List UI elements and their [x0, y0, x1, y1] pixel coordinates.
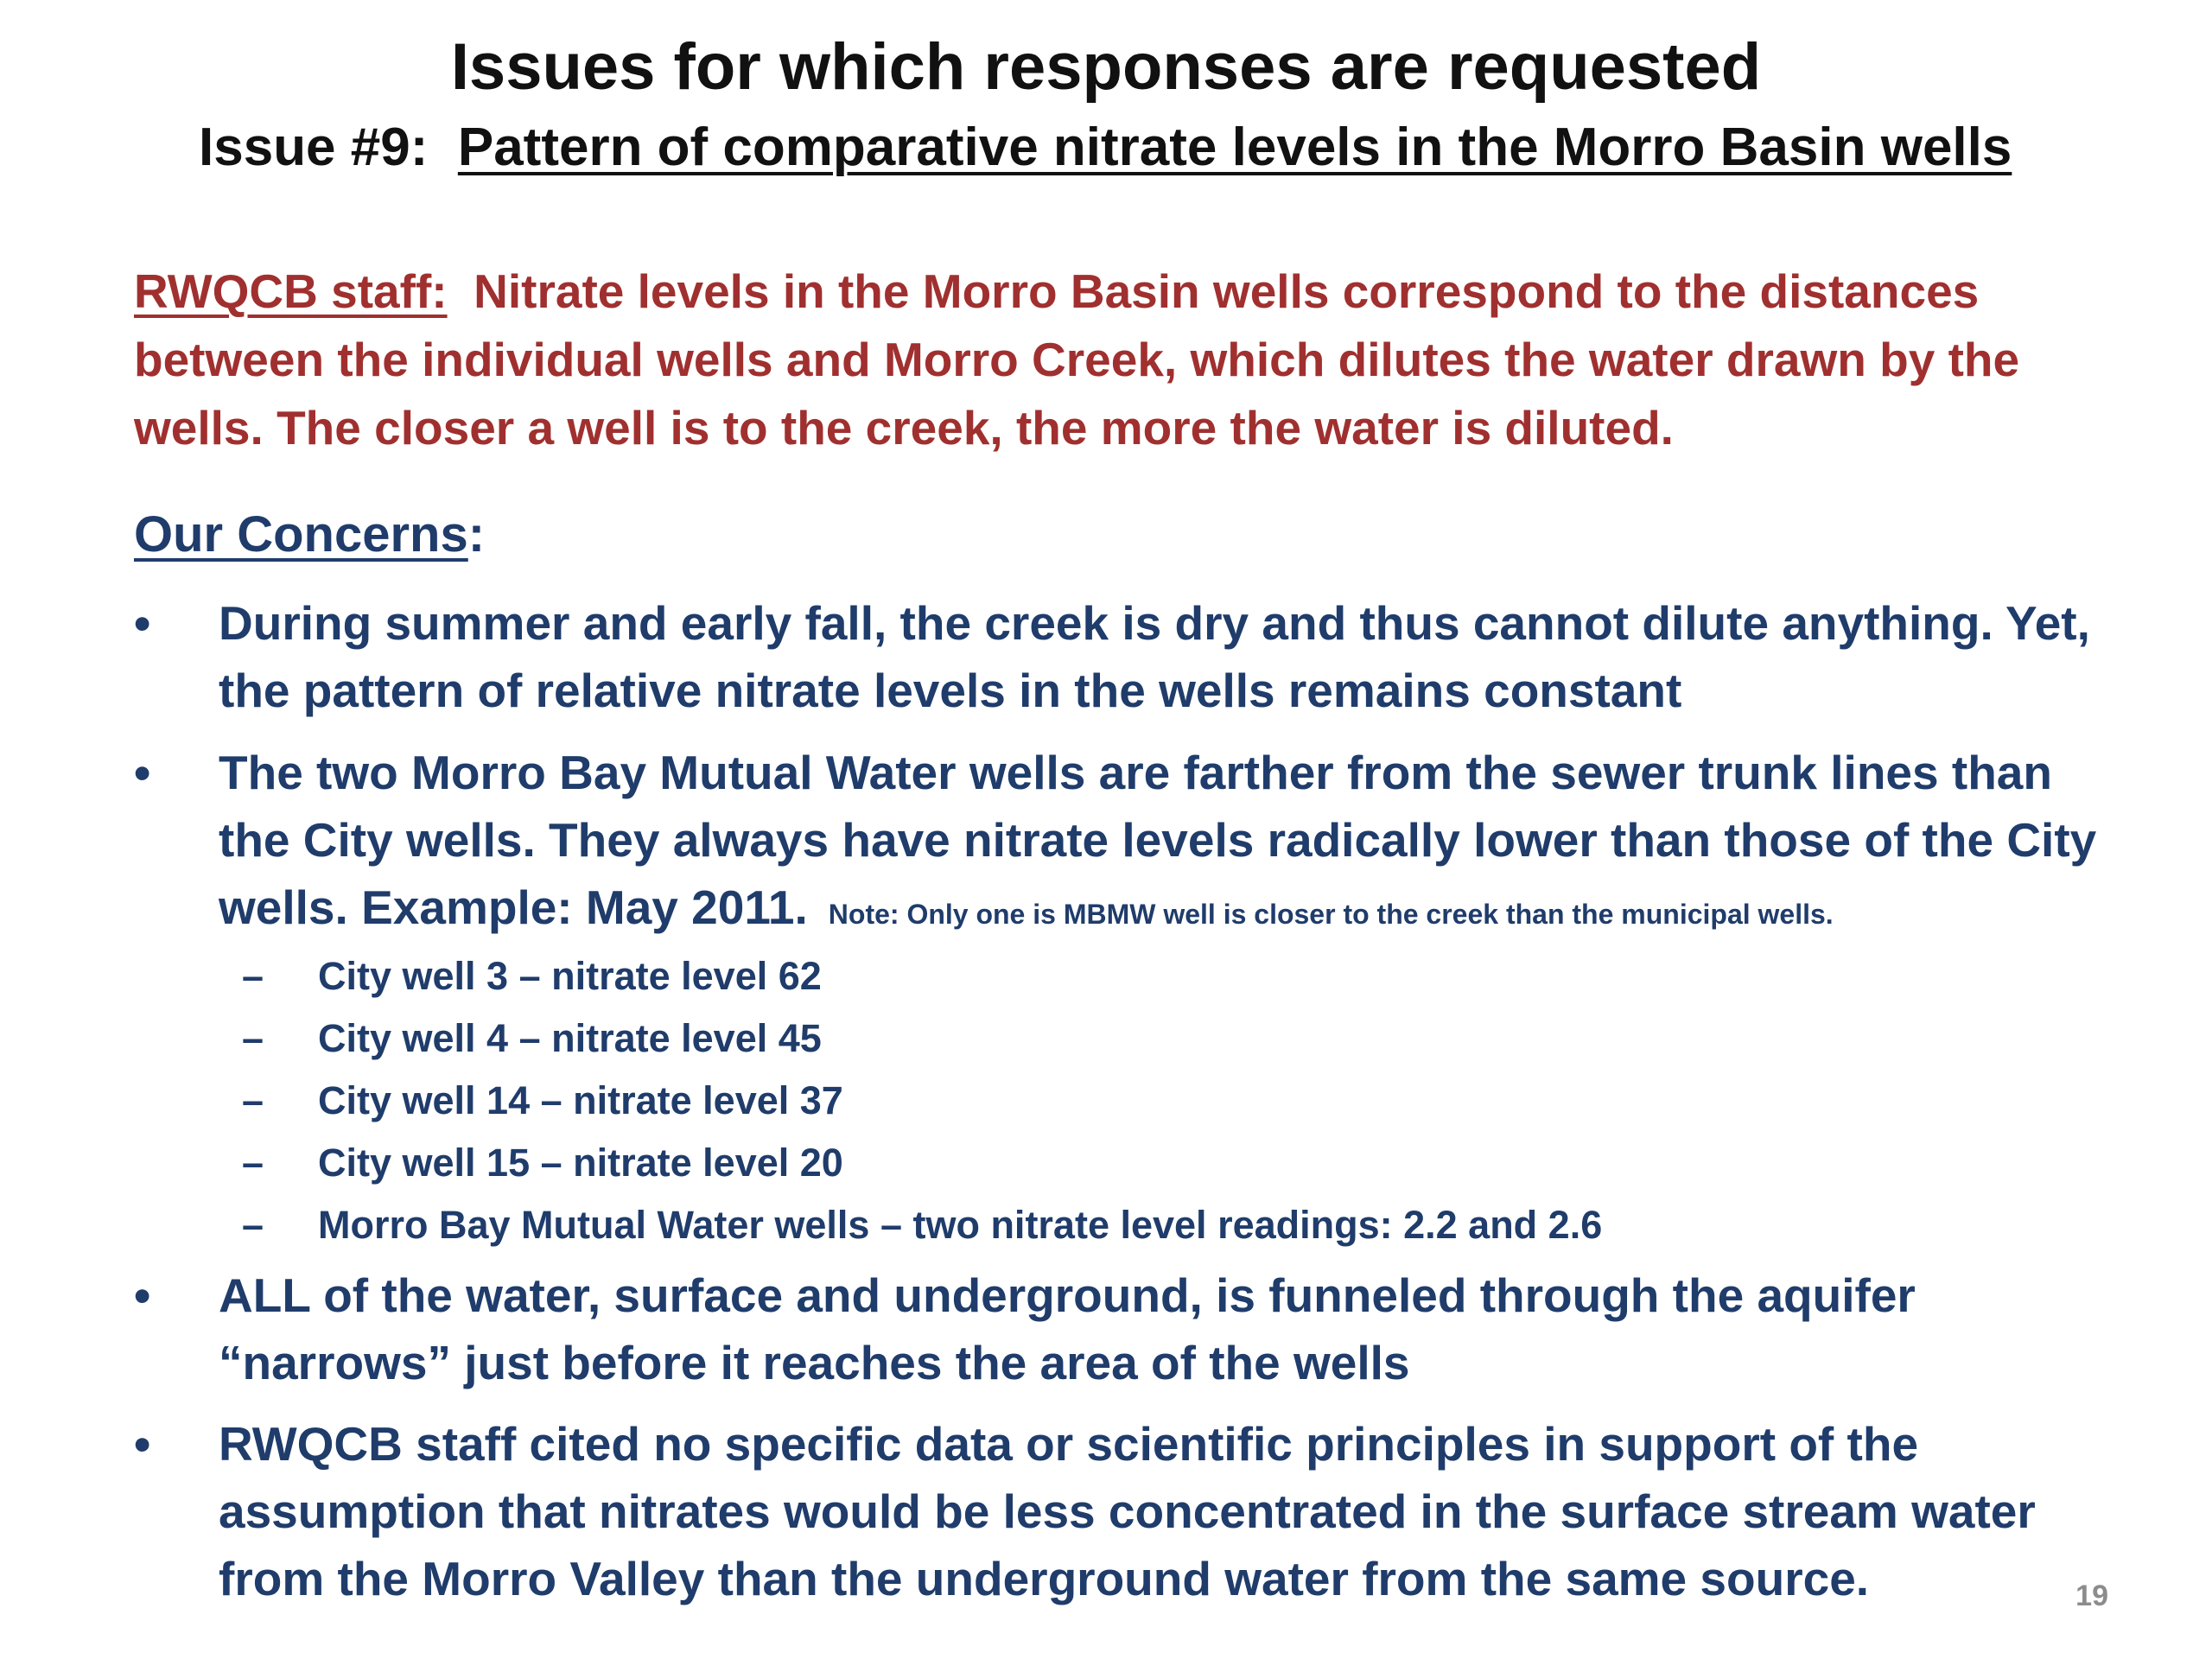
concerns-label: Our Concerns [134, 506, 468, 563]
concerns-heading [134, 499, 485, 570]
bullet-text: ALL of the water, surface and underground, is funneled through the aquifer “narrows” just before it reaches the area of the wells [219, 1268, 1916, 1389]
rwqcb-staff-statement [134, 257, 2121, 462]
subtitle-issue-title: Pattern of comparative nitrate levels in the Morro Basin wells [457, 118, 2012, 177]
dash-marker: – [242, 1203, 264, 1247]
dash-marker: – [242, 954, 264, 998]
slide-subtitle [199, 111, 2056, 185]
subtitle-issue-number: Issue #9: [199, 118, 429, 177]
sub-item-text: City well 4 – nitrate level 45 [318, 1016, 822, 1060]
slide-title: Issues for which responses are requested [450, 30, 1762, 104]
concerns-colon: : [467, 506, 486, 563]
bullet-text-wrap [219, 739, 2120, 948]
bullet-text: The two Morro Bay Mutual Water wells are farther from the sewer trunk lines than the City wells. They always have nitrate levels radically lower than those of the City wells. Example: May 2011. [219, 746, 2097, 934]
bullet-marker: • [134, 1268, 151, 1322]
bullet-marker: • [134, 1417, 151, 1471]
dash-marker: – [242, 1141, 264, 1185]
dash-marker: – [242, 1078, 264, 1122]
sub-item-text: City well 3 – nitrate level 62 [318, 954, 822, 998]
staff-text: Nitrate levels in the Morro Basin wells correspond to the distances between the individual wells and Morro Creek, which dilutes the water drawn by the wells. The closer a well is to the creek, the more the water is diluted. [134, 264, 2020, 454]
staff-label: RWQCB staff: [134, 264, 448, 318]
bullet-text: During summer and early fall, the creek is dry and thus cannot dilute anything. Yet, the pattern of relative nitrate levels in the wells remains constant [219, 596, 2090, 717]
bullet-text: RWQCB staff cited no specific data or scientific principles in support of the assumption that nitrates would be less concentrated in the surface stream water from the Morro Valley than the underground water from the same source. [219, 1417, 2036, 1605]
bullet-marker: • [134, 746, 151, 799]
sub-item-text: City well 15 – nitrate level 20 [318, 1141, 843, 1185]
sub-item-text: Morro Bay Mutual Water wells – two nitrate level readings: 2.2 and 2.6 [318, 1203, 1603, 1247]
bullet-note: Note: Only one is MBMW well is closer to the creek than the municipal wells. [828, 899, 1834, 930]
dash-marker: – [242, 1016, 264, 1060]
page-number: 19 [2075, 1580, 2108, 1612]
bullet-marker: • [134, 596, 151, 650]
sub-item-text: City well 14 – nitrate level 37 [318, 1078, 843, 1122]
